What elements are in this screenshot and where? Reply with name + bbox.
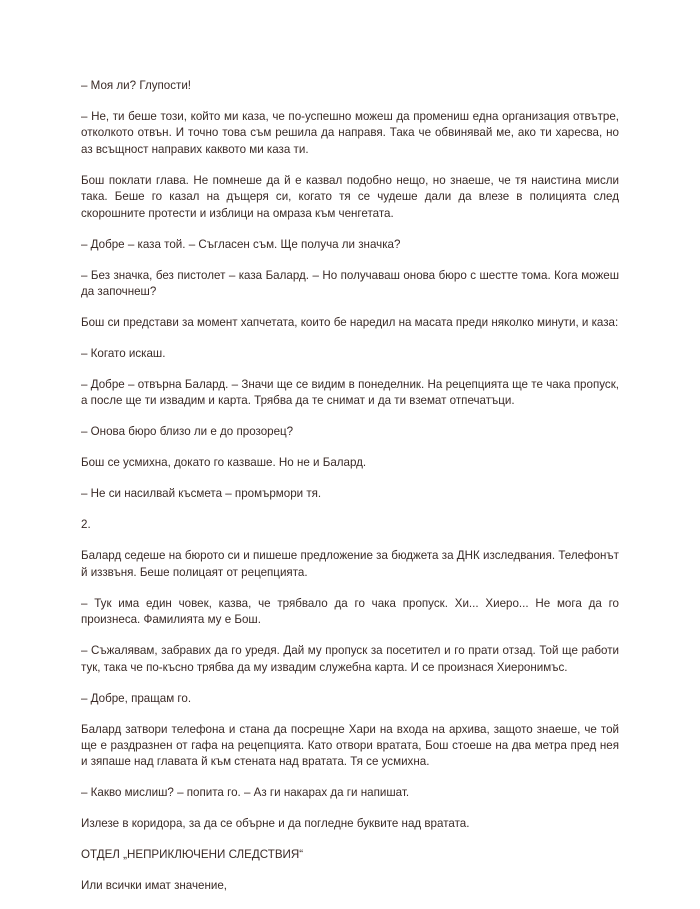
paragraph: Бош поклати глава. Не помнеше да й е казвал подобно нещо, но знаеше, че тя наистина мисли така. Беше го казал на дъщеря си, когато тя се чудеше дали да влезе в полицията след скорошните протести и изблици на омраза към ченгетата.	[81, 173, 619, 220]
paragraph: Бош се усмихна, докато го казваше. Но не и Балард.	[81, 456, 367, 470]
paragraph: – Не си насилвай късмета – промърмори тя.	[81, 487, 322, 501]
paragraph: – Онова бюро близо ли е до прозорец?	[81, 425, 294, 439]
paragraph: Излезе в коридора, за да се обърне и да погледне буквите над вратата.	[81, 817, 470, 831]
paragraph: – Без значка, без пистолет – каза Балард. – Но получаваш онова бюро с шестте тома. Кога можеш да започнеш?	[81, 268, 619, 299]
paragraph: Или всички имат значение,	[81, 879, 228, 893]
paragraph: Балард седеше на бюрото си и пишеше предложение за бюджета за ДНК изследвания. Телефонът й иззвъня. Беше полицаят от рецепцията.	[81, 549, 619, 579]
paragraph: Балард затвори телефона и стана да посрещне Хари на входа на архива, защото знаеше, че той ще е раздразнен от гафа на рецепцията. Като отвори вратата, Бош стоеше на два метра пред нея и зяпаше над главата й към стената над вратата. Тя се усмихна.	[81, 722, 619, 769]
paragraph: – Добре – отвърна Балард. – Значи ще се видим в понеделник. На рецепцията ще те чака пропуск, а после ще ти извадим и карта. Трябва да те снимат и да ти вземат отпечатъци.	[81, 378, 619, 408]
paragraph: – Когато искаш.	[81, 347, 166, 361]
door-sign-text: ОТДЕЛ „НЕПРИКЛЮЧЕНИ СЛЕДСТВИЯ“	[81, 848, 304, 862]
paragraph: – Съжалявам, забравих да го уредя. Дай му пропуск за посетител и го прати отзад. Той ще работи тук, така че по-късно трябва да му извадим служебна карта. И се произнася Хиеронимъс.	[81, 644, 619, 674]
chapter-number: 2.	[81, 518, 91, 532]
paragraph: Бош си представи за момент хапчетата, които бе наредил на масата преди няколко минути, и каза:	[81, 316, 619, 330]
paragraph: – Не, ти беше този, който ми каза, че по-успешно можеш да промениш една организация отвътре, отколкото отвън. И точно това съм решила да направя. Така че обвинявай ме, ако ти харесва, но аз всъщност направих каквото ми каза ти.	[81, 110, 619, 156]
paragraph: – Добре – каза той. – Съгласен съм. Ще получа ли значка?	[81, 237, 401, 251]
paragraph: – Тук има един човек, казва, че трябвало да го чака пропуск. Хи... Хиеро... Не мога да го произнеса. Фамилията му е Бош.	[81, 596, 619, 627]
paragraph: – Добре, пращам го.	[81, 691, 192, 705]
paragraph: – Моя ли? Глупости!	[81, 79, 192, 92]
document-page	[81, 78, 619, 909]
paragraph: – Какво мислиш? – попита го. – Аз ги накарах да ги напишат.	[81, 786, 410, 800]
